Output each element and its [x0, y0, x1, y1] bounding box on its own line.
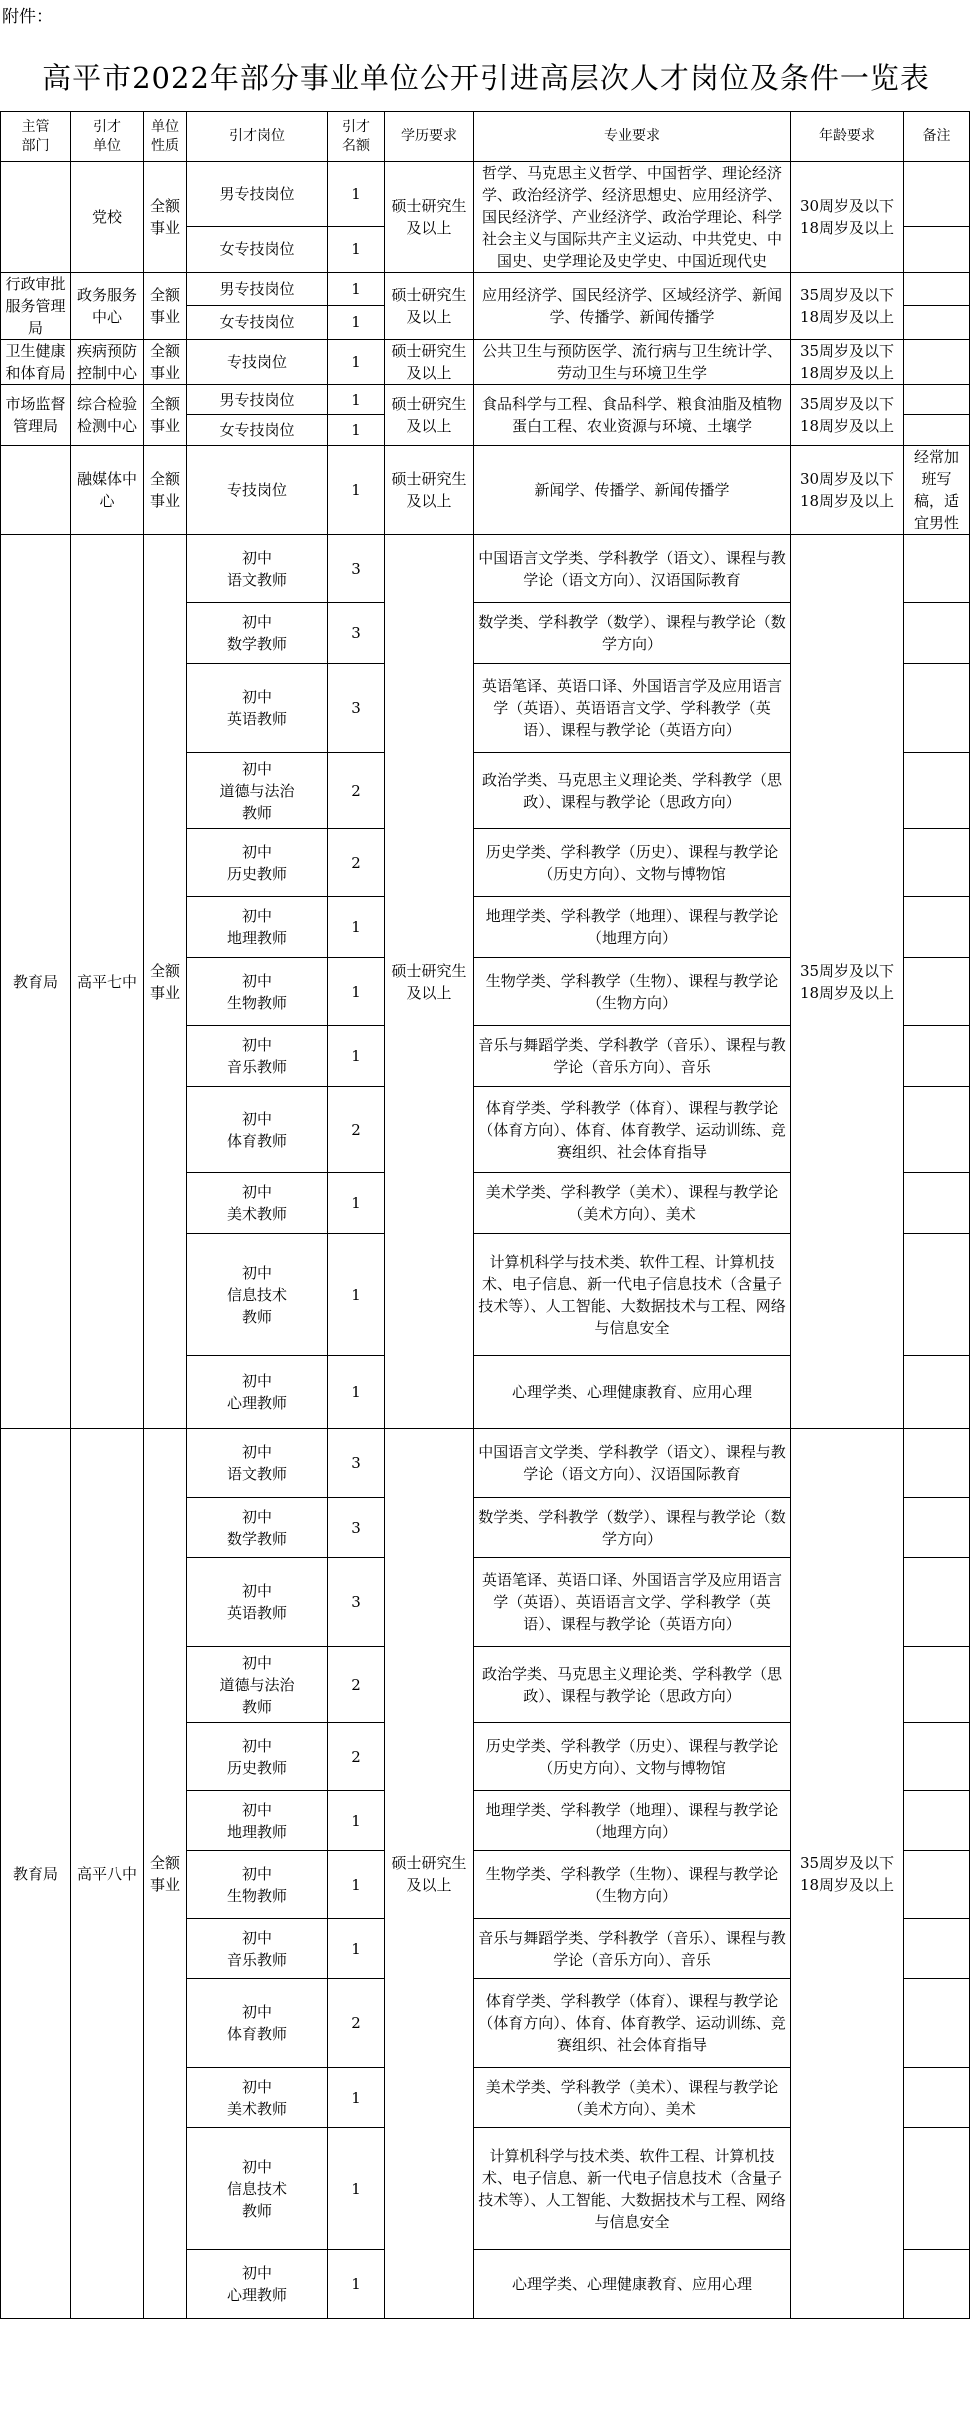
- count-cell: 1: [328, 226, 385, 272]
- post-cell: 男专技岗位: [187, 385, 328, 415]
- count-cell: 2: [328, 753, 385, 829]
- post-cell: 初中 体育教师: [187, 1979, 328, 2068]
- page-title: 高平市2022年部分事业单位公开引进高层次人才岗位及条件一览表: [42, 61, 930, 95]
- post-cell: 初中 美术教师: [187, 1173, 328, 1234]
- count-cell: 1: [328, 2068, 385, 2128]
- edu-cell: 硕士研究生 及以上: [385, 535, 474, 1429]
- unit-cell: 高平七中: [71, 535, 144, 1429]
- post-cell: 初中 信息技术 教师: [187, 2128, 328, 2250]
- major-cell: 应用经济学、国民经济学、区域经济学、新闻学、传播学、新闻传播学: [474, 273, 791, 340]
- post-cell: 初中 英语教师: [187, 1558, 328, 1647]
- dept-cell: 教育局: [1, 1429, 71, 2319]
- note-cell: [904, 1647, 970, 1723]
- edu-cell: 硕士研究生 及以上: [385, 340, 474, 385]
- post-cell: 男专技岗位: [187, 162, 328, 227]
- col-header-age: 年龄要求: [791, 112, 904, 162]
- major-cell: 生物学类、学科教学（生物）、课程与教学论（生物方向）: [474, 1851, 791, 1919]
- post-cell: 初中 地理教师: [187, 1791, 328, 1851]
- note-cell: [904, 162, 970, 227]
- nature-cell: 全额 事业: [144, 446, 187, 535]
- unit-cell: 党校: [71, 162, 144, 273]
- post-cell: 初中 数学教师: [187, 1498, 328, 1558]
- post-cell: 男专技岗位: [187, 273, 328, 306]
- major-cell: 政治学类、马克思主义理论类、学科教学（思政）、课程与教学论（思政方向）: [474, 1647, 791, 1723]
- major-cell: 食品科学与工程、食品科学、粮食油脂及植物蛋白工程、农业资源与环境、土壤学: [474, 385, 791, 446]
- major-cell: 新闻学、传播学、新闻传播学: [474, 446, 791, 535]
- table-row: [1, 385, 970, 415]
- col-header-post: 引才岗位: [187, 112, 328, 162]
- count-cell: 1: [328, 385, 385, 415]
- age-cell: 30周岁及以下 18周岁及以上: [791, 162, 904, 273]
- note-cell: [904, 1919, 970, 1979]
- count-cell: 1: [328, 1356, 385, 1429]
- major-cell: 美术学类、学科教学（美术）、课程与教学论（美术方向）、美术: [474, 2068, 791, 2128]
- note-cell: [904, 753, 970, 829]
- count-cell: 1: [328, 273, 385, 306]
- note-cell: [904, 664, 970, 753]
- annex-label: 附件：: [2, 7, 53, 27]
- post-cell: 专技岗位: [187, 446, 328, 535]
- table-row: [1, 273, 970, 306]
- major-cell: 地理学类、学科教学（地理）、课程与教学论（地理方向）: [474, 1791, 791, 1851]
- col-header-dept: 主管 部门: [1, 112, 71, 162]
- note-cell: [904, 1173, 970, 1234]
- post-cell: 女专技岗位: [187, 415, 328, 446]
- count-cell: 1: [328, 1851, 385, 1919]
- age-cell: 35周岁及以下 18周岁及以上: [791, 340, 904, 385]
- note-cell: [904, 603, 970, 664]
- nature-cell: 全额 事业: [144, 162, 187, 273]
- post-cell: 初中 心理教师: [187, 1356, 328, 1429]
- unit-cell: 政务服务中心: [71, 273, 144, 340]
- major-cell: 心理学类、心理健康教育、应用心理: [474, 2250, 791, 2319]
- major-cell: 地理学类、学科教学（地理）、课程与教学论（地理方向）: [474, 897, 791, 958]
- note-cell: [904, 2068, 970, 2128]
- unit-cell: 疾病预防控制中心: [71, 340, 144, 385]
- post-cell: 初中 生物教师: [187, 958, 328, 1026]
- nature-cell: 全额 事业: [144, 385, 187, 446]
- post-cell: 初中 数学教师: [187, 603, 328, 664]
- age-cell: 35周岁及以下 18周岁及以上: [791, 385, 904, 446]
- col-header-nature: 单位 性质: [144, 112, 187, 162]
- dept-cell: [1, 162, 71, 273]
- major-cell: 中国语言文学类、学科教学（语文）、课程与教学论（语文方向）、汉语国际教育: [474, 535, 791, 603]
- edu-cell: 硕士研究生 及以上: [385, 1429, 474, 2319]
- note-cell: [904, 1851, 970, 1919]
- count-cell: 2: [328, 1087, 385, 1173]
- major-cell: 音乐与舞蹈学类、学科教学（音乐）、课程与教学论（音乐方向）、音乐: [474, 1919, 791, 1979]
- note-cell: [904, 1791, 970, 1851]
- note-cell: [904, 1234, 970, 1356]
- post-cell: 初中 音乐教师: [187, 1919, 328, 1979]
- count-cell: 3: [328, 664, 385, 753]
- note-cell: [904, 1979, 970, 2068]
- col-header-note: 备注: [904, 112, 970, 162]
- positions-table: [0, 111, 970, 2319]
- major-cell: 数学类、学科教学（数学）、课程与教学论（数学方向）: [474, 1498, 791, 1558]
- post-cell: 初中 历史教师: [187, 829, 328, 897]
- major-cell: 政治学类、马克思主义理论类、学科教学（思政）、课程与教学论（思政方向）: [474, 753, 791, 829]
- note-cell: [904, 2128, 970, 2250]
- col-header-major: 专业要求: [474, 112, 791, 162]
- age-cell: 35周岁及以下 18周岁及以上: [791, 1429, 904, 2319]
- count-cell: 1: [328, 1919, 385, 1979]
- count-cell: 2: [328, 1979, 385, 2068]
- post-cell: 初中 生物教师: [187, 1851, 328, 1919]
- major-cell: 美术学类、学科教学（美术）、课程与教学论（美术方向）、美术: [474, 1173, 791, 1234]
- post-cell: 女专技岗位: [187, 305, 328, 339]
- count-cell: 1: [328, 2250, 385, 2319]
- note-cell: [904, 340, 970, 385]
- count-cell: 1: [328, 415, 385, 446]
- note-cell: [904, 305, 970, 339]
- major-cell: 英语笔译、英语口译、外国语言学及应用语言学（英语）、英语语言文学、学科教学（英语）、课程与教学论（英语方向）: [474, 664, 791, 753]
- post-cell: 初中 道德与法治 教师: [187, 753, 328, 829]
- major-cell: 英语笔译、英语口译、外国语言学及应用语言学（英语）、英语语言文学、学科教学（英语）、课程与教学论（英语方向）: [474, 1558, 791, 1647]
- age-cell: 35周岁及以下 18周岁及以上: [791, 535, 904, 1429]
- table-row: [1, 535, 970, 603]
- count-cell: 1: [328, 1791, 385, 1851]
- note-cell: [904, 1087, 970, 1173]
- count-cell: 2: [328, 829, 385, 897]
- nature-cell: 全额 事业: [144, 340, 187, 385]
- unit-cell: 融媒体中心: [71, 446, 144, 535]
- major-cell: 计算机科学与技术类、软件工程、计算机技术、电子信息、新一代电子信息技术（含量子技术等）、人工智能、大数据技术与工程、网络与信息安全: [474, 1234, 791, 1356]
- major-cell: 中国语言文学类、学科教学（语文）、课程与教学论（语文方向）、汉语国际教育: [474, 1429, 791, 1498]
- note-cell: [904, 385, 970, 415]
- count-cell: 1: [328, 305, 385, 339]
- age-cell: 35周岁及以下 18周岁及以上: [791, 273, 904, 340]
- nature-cell: 全额 事业: [144, 273, 187, 340]
- note-cell: 经常加班写稿，适宜男性: [904, 446, 970, 535]
- unit-cell: 综合检验检测中心: [71, 385, 144, 446]
- post-cell: 初中 美术教师: [187, 2068, 328, 2128]
- count-cell: 3: [328, 1498, 385, 1558]
- table-row: [1, 1429, 970, 1498]
- note-cell: [904, 1026, 970, 1087]
- note-cell: [904, 226, 970, 272]
- age-cell: 30周岁及以下 18周岁及以上: [791, 446, 904, 535]
- major-cell: 历史学类、学科教学（历史）、课程与教学论（历史方向）、文物与博物馆: [474, 829, 791, 897]
- edu-cell: 硕士研究生 及以上: [385, 162, 474, 273]
- dept-cell: [1, 446, 71, 535]
- major-cell: 体育学类、学科教学（体育）、课程与教学论（体育方向）、体育、体育教学、运动训练、竞赛组织、社会体育指导: [474, 1087, 791, 1173]
- table-row: [1, 340, 970, 385]
- count-cell: 1: [328, 958, 385, 1026]
- count-cell: 2: [328, 1647, 385, 1723]
- table-row: [1, 446, 970, 535]
- note-cell: [904, 958, 970, 1026]
- count-cell: 1: [328, 340, 385, 385]
- count-cell: 1: [328, 2128, 385, 2250]
- post-cell: 初中 音乐教师: [187, 1026, 328, 1087]
- count-cell: 3: [328, 1429, 385, 1498]
- post-cell: 初中 信息技术 教师: [187, 1234, 328, 1356]
- note-cell: [904, 829, 970, 897]
- note-cell: [904, 415, 970, 446]
- nature-cell: 全额 事业: [144, 1429, 187, 2319]
- note-cell: [904, 1558, 970, 1647]
- header-row: [1, 112, 970, 162]
- post-cell: 女专技岗位: [187, 226, 328, 272]
- major-cell: 计算机科学与技术类、软件工程、计算机技术、电子信息、新一代电子信息技术（含量子技术等）、人工智能、大数据技术与工程、网络与信息安全: [474, 2128, 791, 2250]
- count-cell: 1: [328, 1026, 385, 1087]
- note-cell: [904, 1723, 970, 1791]
- major-cell: 音乐与舞蹈学类、学科教学（音乐）、课程与教学论（音乐方向）、音乐: [474, 1026, 791, 1087]
- major-cell: 心理学类、心理健康教育、应用心理: [474, 1356, 791, 1429]
- col-header-count: 引才 名额: [328, 112, 385, 162]
- unit-cell: 高平八中: [71, 1429, 144, 2319]
- count-cell: 1: [328, 162, 385, 227]
- post-cell: 初中 历史教师: [187, 1723, 328, 1791]
- major-cell: 生物学类、学科教学（生物）、课程与教学论（生物方向）: [474, 958, 791, 1026]
- note-cell: [904, 897, 970, 958]
- note-cell: [904, 535, 970, 603]
- dept-cell: 教育局: [1, 535, 71, 1429]
- post-cell: 专技岗位: [187, 340, 328, 385]
- dept-cell: 市场监督管理局: [1, 385, 71, 446]
- nature-cell: 全额 事业: [144, 535, 187, 1429]
- note-cell: [904, 1429, 970, 1498]
- col-header-unit: 引才 单位: [71, 112, 144, 162]
- dept-cell: 卫生健康和体育局: [1, 340, 71, 385]
- edu-cell: 硕士研究生 及以上: [385, 385, 474, 446]
- count-cell: 2: [328, 1723, 385, 1791]
- edu-cell: 硕士研究生 及以上: [385, 273, 474, 340]
- note-cell: [904, 2250, 970, 2319]
- count-cell: 3: [328, 603, 385, 664]
- major-cell: 公共卫生与预防医学、流行病与卫生统计学、劳动卫生与环境卫生学: [474, 340, 791, 385]
- major-cell: 哲学、马克思主义哲学、中国哲学、理论经济学、政治经济学、经济思想史、应用经济学、国民经济学、产业经济学、政治学理论、科学社会主义与国际共产主义运动、中共党史、中国史、史学理论及史学史、中国近现代史: [474, 162, 791, 273]
- major-cell: 历史学类、学科教学（历史）、课程与教学论（历史方向）、文物与博物馆: [474, 1723, 791, 1791]
- post-cell: 初中 道德与法治 教师: [187, 1647, 328, 1723]
- major-cell: 数学类、学科教学（数学）、课程与教学论（数学方向）: [474, 603, 791, 664]
- note-cell: [904, 1356, 970, 1429]
- post-cell: 初中 英语教师: [187, 664, 328, 753]
- count-cell: 1: [328, 446, 385, 535]
- col-header-edu: 学历要求: [385, 112, 474, 162]
- dept-cell: 行政审批服务管理局: [1, 273, 71, 340]
- edu-cell: 硕士研究生 及以上: [385, 446, 474, 535]
- note-cell: [904, 273, 970, 306]
- post-cell: 初中 心理教师: [187, 2250, 328, 2319]
- post-cell: 初中 语文教师: [187, 535, 328, 603]
- post-cell: 初中 体育教师: [187, 1087, 328, 1173]
- note-cell: [904, 1498, 970, 1558]
- count-cell: 3: [328, 535, 385, 603]
- count-cell: 1: [328, 1173, 385, 1234]
- count-cell: 1: [328, 897, 385, 958]
- count-cell: 3: [328, 1558, 385, 1647]
- table-row: [1, 162, 970, 227]
- post-cell: 初中 语文教师: [187, 1429, 328, 1498]
- count-cell: 1: [328, 1234, 385, 1356]
- major-cell: 体育学类、学科教学（体育）、课程与教学论（体育方向）、体育、体育教学、运动训练、竞赛组织、社会体育指导: [474, 1979, 791, 2068]
- post-cell: 初中 地理教师: [187, 897, 328, 958]
